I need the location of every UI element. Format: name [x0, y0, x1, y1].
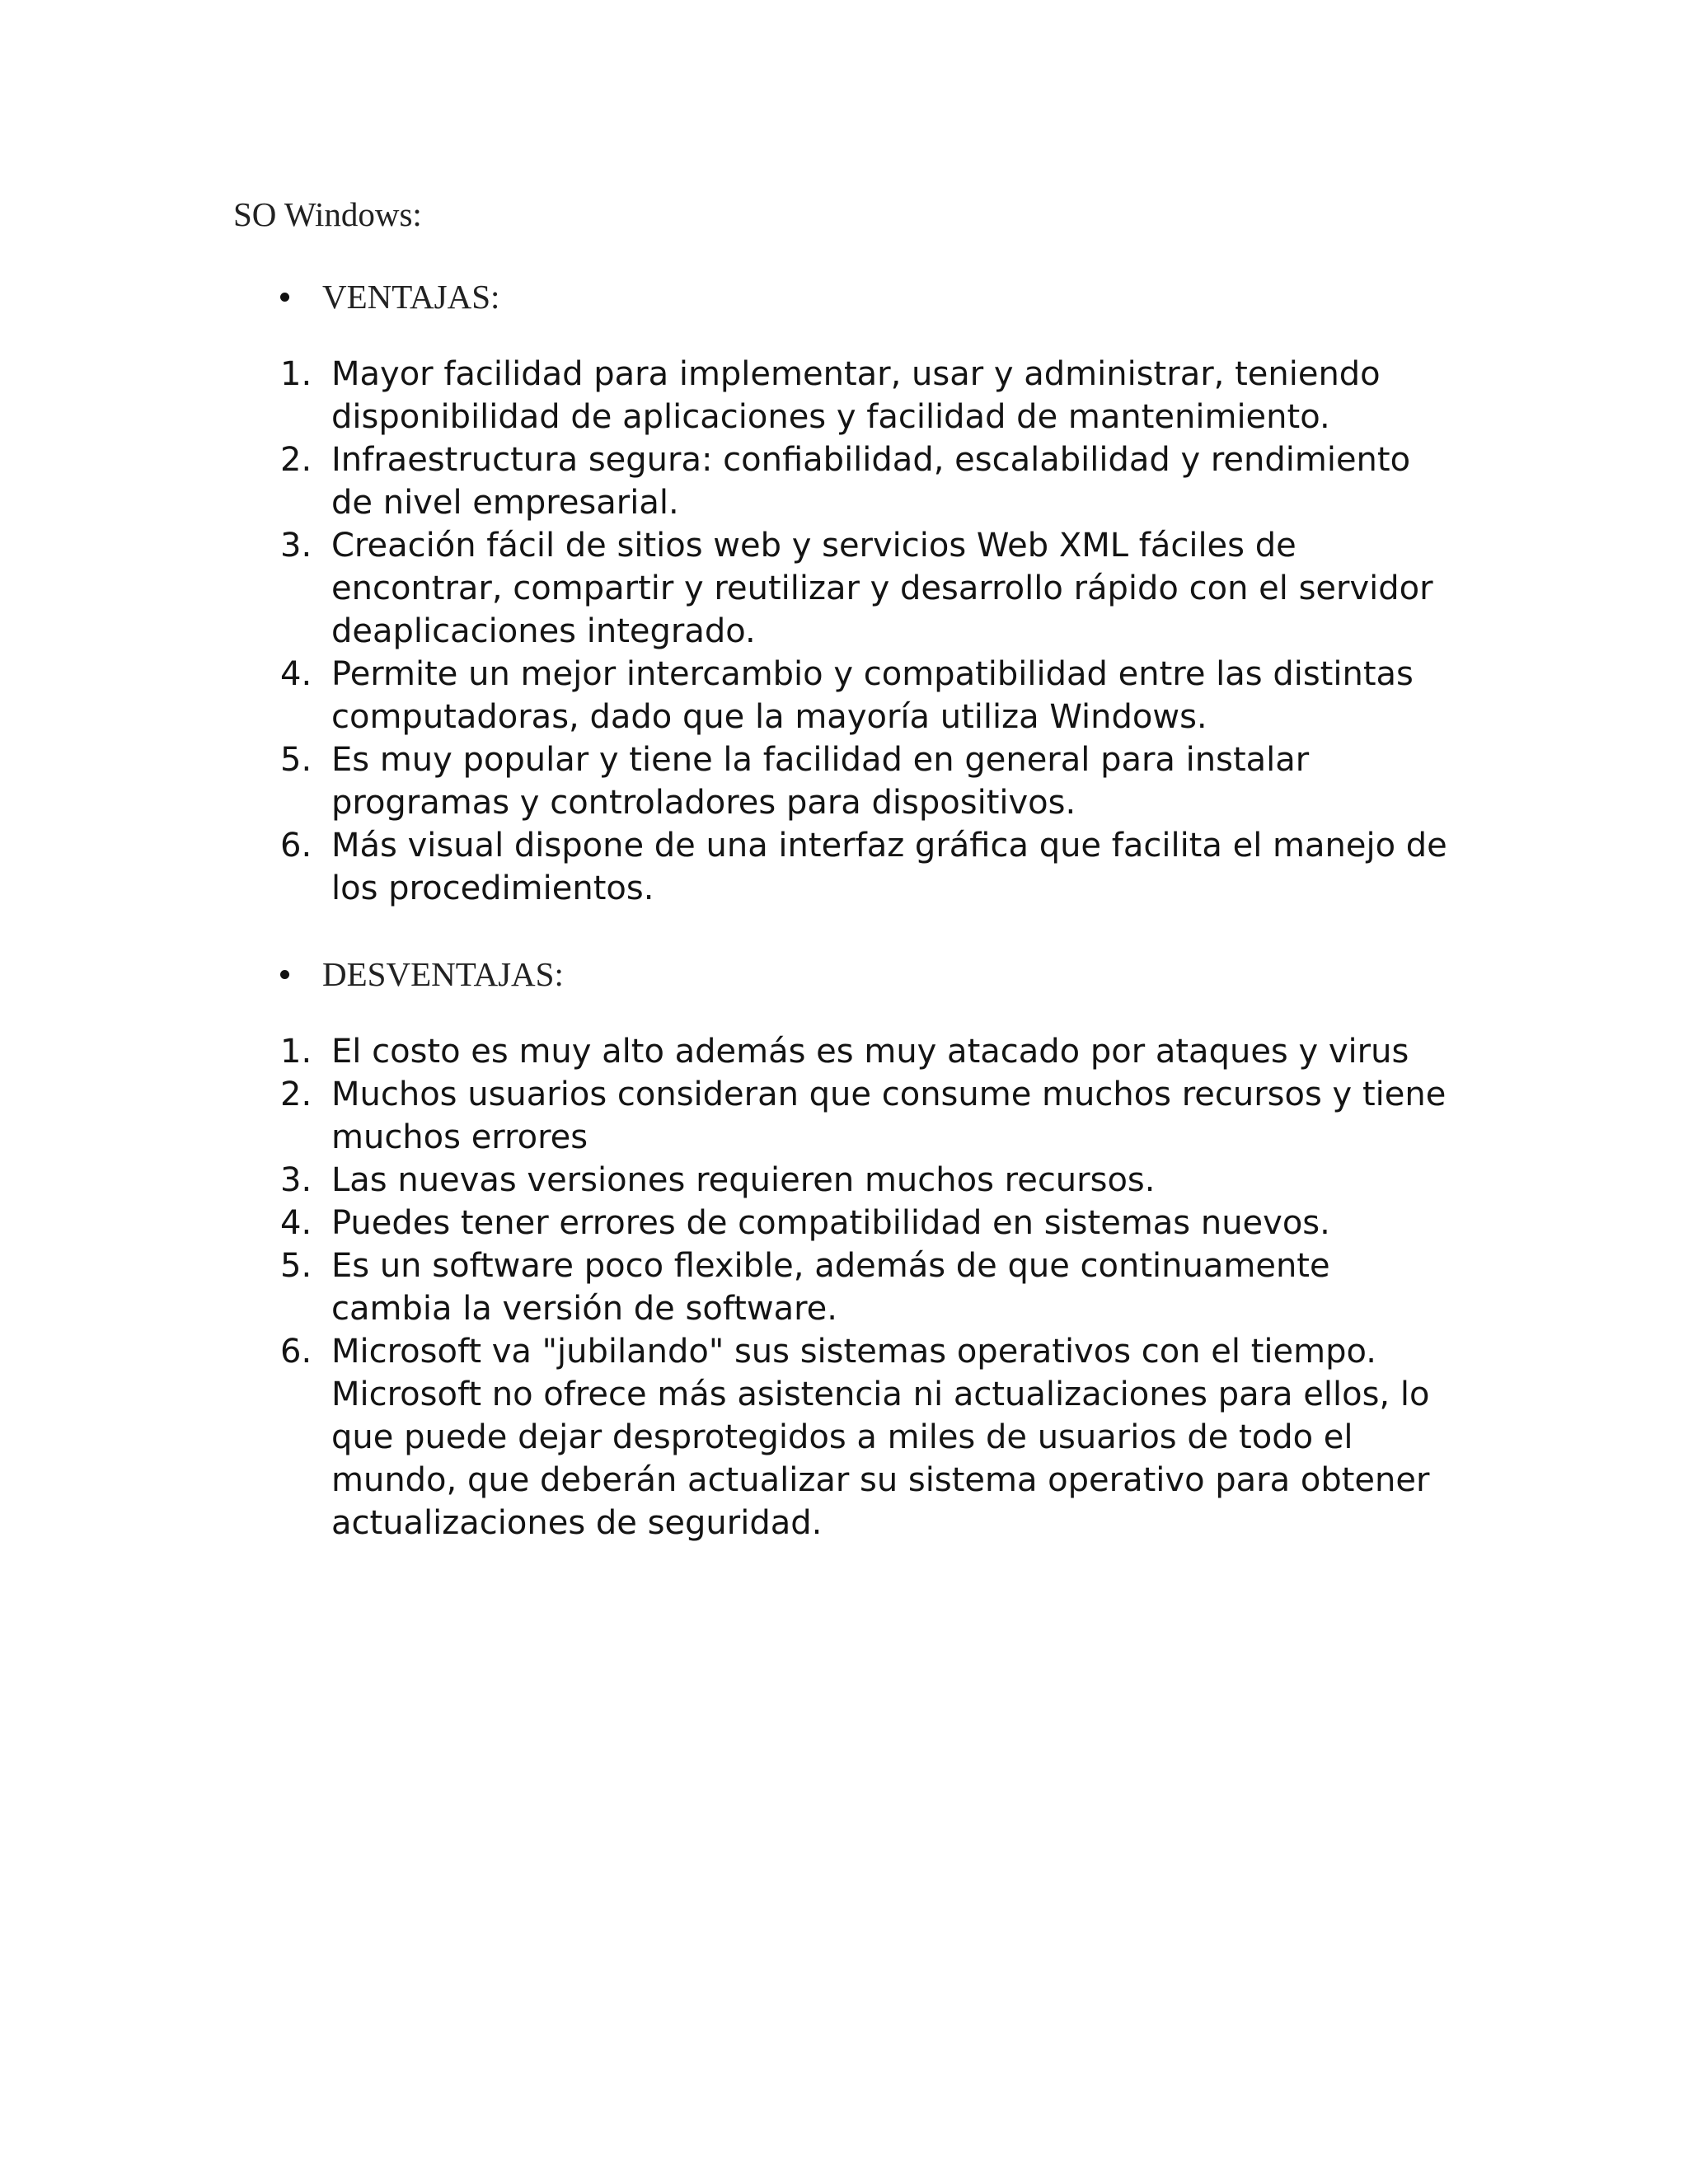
list-item-number: 4. [280, 1204, 312, 1242]
list-item [280, 524, 1451, 653]
list-item [280, 824, 1451, 910]
list-item-number: 5. [280, 741, 312, 779]
list-item-text: Infraestructura segura: confiabilidad, escalabilidad y rendimiento de nivel empresarial. [331, 441, 1411, 522]
ventajas-header-label: VENTAJAS: [322, 278, 500, 316]
list-item-number: 4. [280, 655, 312, 693]
desventajas-header-label: DESVENTAJAS: [322, 955, 564, 993]
list-item-text: Es un software poco flexible, además de que continuamente cambia la versión de software. [331, 1247, 1330, 1328]
list-item [280, 1030, 1451, 1073]
desventajas-section-header [280, 954, 564, 995]
list-item-number: 3. [280, 527, 312, 565]
list-item-text: Microsoft va "jubilando" sus sistemas operativos con el tiempo. Microsoft no ofrece más asistencia ni actualizaciones para ellos, lo que puede dejar desprotegidos a miles de usuarios de todo el mundo, que deberán actualizar su sistema operativo para obtener actualizaciones de seguridad. [331, 1333, 1430, 1542]
list-item [280, 1073, 1451, 1159]
list-item [280, 353, 1451, 438]
ventajas-section-header [280, 276, 499, 317]
list-item [280, 1202, 1451, 1244]
desventajas-list [280, 1030, 1451, 1544]
list-item-number: 6. [280, 827, 312, 865]
list-item-number: 1. [280, 355, 312, 393]
list-item-text: El costo es muy alto además es muy atacado por ataques y virus [331, 1033, 1409, 1071]
ventajas-list [280, 353, 1451, 910]
list-item [280, 1159, 1451, 1202]
document-title: SO Windows: [233, 195, 422, 233]
list-item-number: 1. [280, 1033, 312, 1071]
list-item-text: Creación fácil de sitios web y servicios Web XML fáciles de encontrar, compartir y reutilizar y desarrollo rápido con el servidor deaplicaciones integrado. [331, 527, 1433, 650]
list-item-text: Mayor facilidad para implementar, usar y administrar, teniendo disponibilidad de aplicaciones y facilidad de mantenimiento. [331, 355, 1381, 436]
list-item [280, 1330, 1451, 1544]
list-item-number: 2. [280, 441, 312, 479]
list-item-number: 2. [280, 1076, 312, 1113]
list-item [280, 738, 1451, 824]
list-item-text: Más visual dispone de una interfaz gráfica que facilita el manejo de los procedimientos. [331, 827, 1447, 907]
list-item-number: 5. [280, 1247, 312, 1285]
list-item-text: Puedes tener errores de compatibilidad en sistemas nuevos. [331, 1204, 1330, 1242]
list-item [280, 653, 1451, 738]
list-item-number: 6. [280, 1333, 312, 1371]
list-item-text: Permite un mejor intercambio y compatibilidad entre las distintas computadoras, dado que la mayoría utiliza Windows. [331, 655, 1414, 736]
list-item [280, 438, 1451, 524]
list-item [280, 1244, 1451, 1330]
list-item-text: Las nuevas versiones requieren muchos recursos. [331, 1161, 1156, 1199]
list-item-text: Muchos usuarios consideran que consume muchos recursos y tiene muchos errores [331, 1076, 1447, 1156]
list-item-text: Es muy popular y tiene la facilidad en general para instalar programas y controladores para dispositivos. [331, 741, 1310, 822]
list-item-number: 3. [280, 1161, 312, 1199]
bullet-icon [280, 293, 289, 302]
bullet-icon [280, 970, 289, 979]
